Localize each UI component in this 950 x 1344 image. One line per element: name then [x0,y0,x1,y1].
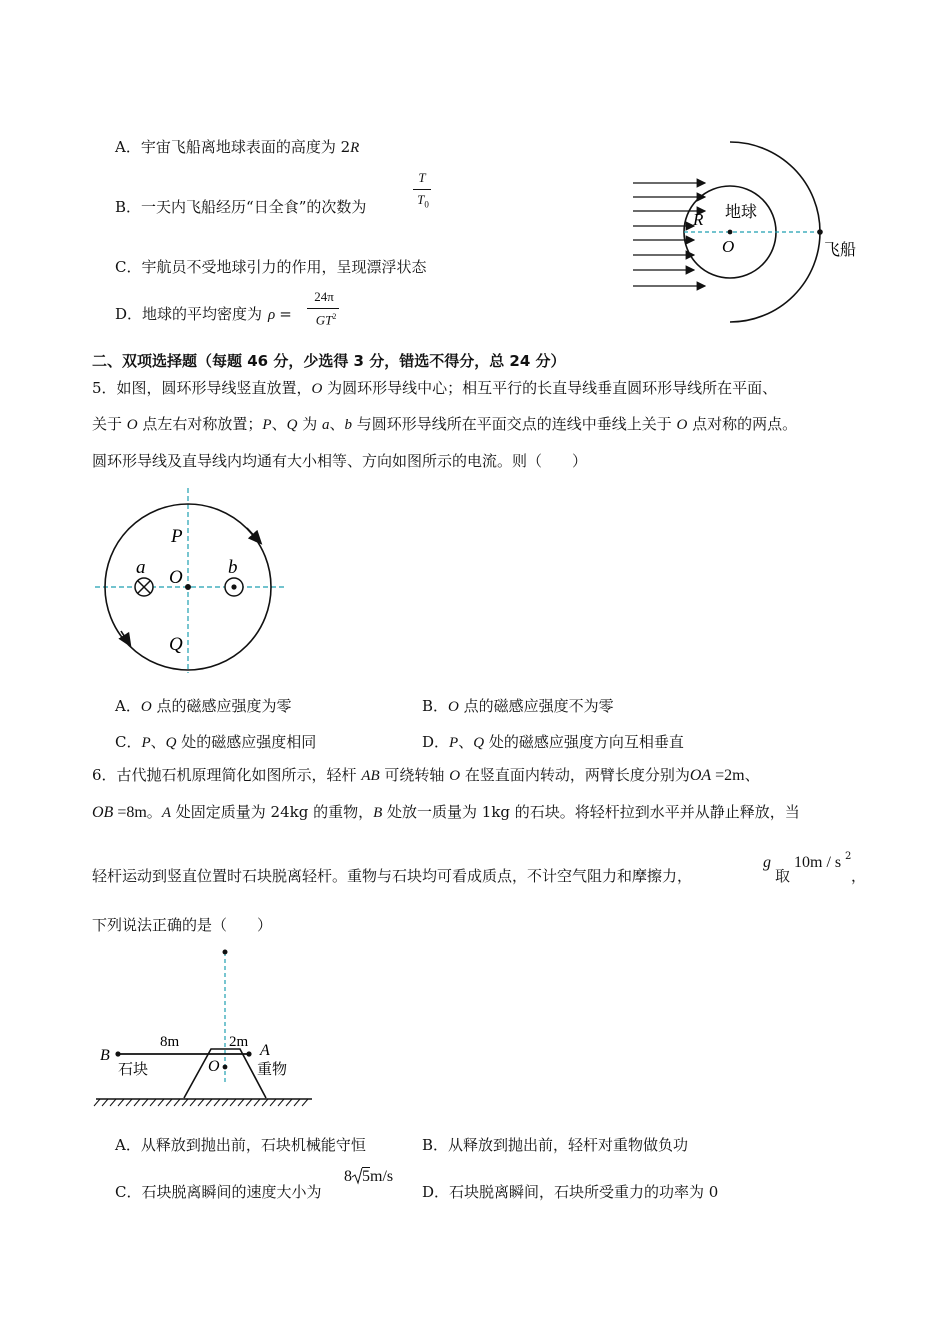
text: 、 [744,766,760,784]
label-spacecraft: 飞船 [824,240,857,259]
text: 、 [458,733,474,751]
option-text: 石块脱离瞬间，石块所受重力的功率为 0 [449,1183,719,1201]
option-text: 从释放到抛出前，石块机械能守恒 [140,1136,366,1154]
option-label: A． [115,697,141,715]
math-var: GT [315,312,333,328]
option-text: 点的磁感应强度为零 [151,697,292,715]
label-stone: 石块 [118,1060,149,1078]
text: 处放一质量为 1kg 的石块。将轻杆拉到水平并从静止释放，当 [382,803,800,821]
figure-earth-spacecraft [630,140,870,330]
q6-g-symbol: g [763,854,771,871]
q6-option-a [115,1135,366,1155]
text: 点对称的两点。 [687,415,798,433]
label-R: R [693,210,704,229]
q6-g-value: 10m / s [794,854,842,871]
q6c-speed [344,1167,393,1187]
text: 6．古代抛石机原理简化如图所示，轻杆 [92,766,362,784]
math-var: O [140,699,152,715]
math-var: Q [473,735,485,751]
option-text: 地球的平均密度为 [142,305,263,323]
q5-option-a [115,696,291,717]
q6-option-c [115,1182,322,1202]
top-dot [223,950,228,955]
sunlight-arrows [633,183,705,286]
q4-option-a [115,137,359,158]
current-arrow-top [247,528,258,540]
text: 在竖直面内转动，两臂长度分别为 [460,766,690,784]
option-label: A． [115,138,141,156]
math-var: O [448,699,459,715]
text: 、 [329,415,345,433]
text: 5．如图，圆环形导线竖直放置， [92,379,312,397]
label-b: b [228,557,238,578]
q6-line4: 下列说法正确的是（ ） [92,916,273,934]
math-value: =8m [113,804,147,821]
math-var: R [350,140,360,156]
q4b-frac-bar [413,189,431,190]
text: 点左右对称放置； [137,415,263,433]
math-var: ρ [268,307,276,323]
q6-line3 [92,866,692,886]
math-var: AB [361,768,380,784]
math-sub: 0 [424,199,429,210]
text: 轻杆运动到竖直位置时石块脱离轻杆。重物与石块均可看成质点，不计空气阻力和摩擦力， [92,867,693,885]
math-var: OB [92,804,114,821]
option-label: C． [115,258,142,276]
q4b-frac-den [412,192,434,210]
q6-option-d [422,1182,718,1202]
math-var: Q [165,735,177,751]
section-title: 二、双项选择题（每题 46 分，少选得 3 分，错选不得分，总 24 分） [92,352,566,370]
option-label: C． [115,733,142,751]
label-Q: Q [169,634,183,655]
text: 、 [271,415,287,433]
math-op: = [279,305,292,323]
q4d-frac-den [306,312,346,328]
math-var: b [344,417,352,433]
q6-g-sup: 2 [845,851,852,862]
q5-line3: 圆环形导线及直导线内均通有大小相等、方向如图所示的电流。则（ ） [92,452,588,470]
q6-option-b [422,1135,688,1155]
option-text: 处的磁感应强度相同 [176,733,317,751]
option-label: D． [422,1183,450,1201]
wire-b-out-of-page-icon [225,578,243,596]
q5-option-d [422,732,684,753]
option-text: 宇宙飞船离地球表面的高度为 2 [140,138,351,156]
option-label: D． [115,305,143,323]
q6-comma: ， [851,867,867,885]
math-var: a [321,417,330,433]
math-var: O [126,417,138,433]
q5-option-b [422,696,614,717]
center-dot [728,230,733,235]
figure-trebuchet [92,945,322,1110]
q5-line1 [92,378,777,399]
math-var: O [449,768,461,784]
q6-take: 取 [775,867,791,885]
math-sup: 2 [332,312,337,321]
math-value: =2m [711,767,745,784]
option-label: D． [422,733,450,751]
text: 关于 [92,415,127,433]
label-P: P [171,526,183,547]
math-var: O [676,417,688,433]
option-text: 处的磁感应强度方向互相垂直 [484,733,684,751]
text: 与圆环形导线所在平面交点的连线中垂线上关于 [352,415,677,433]
q4-option-b [115,197,366,217]
spacecraft-dot [817,229,823,235]
q5-line2 [92,414,797,435]
text: 处固定质量为 24kg 的重物， [170,803,374,821]
label-A: A [260,1042,270,1059]
option-text: 宇航员不受地球引力的作用，呈现漂浮状态 [141,258,427,276]
math-value: 8 [344,1168,352,1185]
q4d-frac-bar [307,308,339,309]
option-label: B． [115,198,142,216]
q4b-frac-num: T [418,170,426,185]
text: 、 [150,733,166,751]
math-var: Q [286,417,298,433]
math-var: P [262,417,272,433]
q6-line2 [92,802,800,823]
label-8m: 8m [160,1034,180,1050]
end-B-dot [115,1051,120,1056]
label-weight: 重物 [257,1060,288,1078]
option-label: B． [422,697,449,715]
option-text: 石块脱离瞬间的速度大小为 [141,1183,322,1201]
q4d-frac-num: 24π [314,289,334,304]
label-B: B [100,1047,110,1064]
label-earth: 地球 [725,202,758,221]
option-text: 点的磁感应强度不为零 [458,697,614,715]
text: 可绕转轴 [379,766,450,784]
q4-option-c [115,257,427,277]
option-text: 一天内飞船经历“日全食”的次数为 [141,198,367,216]
math-var: T [417,192,425,207]
option-text: 从释放到抛出前，轻杆对重物做负功 [448,1136,689,1154]
math-var: OA [689,767,712,784]
label-O: O [169,567,183,588]
center-O-dot [185,584,191,590]
pivot-O-dot [223,1065,228,1070]
text: 为 [297,415,322,433]
label-O: O [722,237,735,256]
option-label: C． [115,1183,142,1201]
text: 为圆环形导线中心；相互平行的长直导线垂直圆环形导线所在平面、 [322,379,778,397]
q6-line1 [92,765,760,786]
wire-a-into-page-icon [135,578,153,596]
math-value: 5 [362,1168,370,1185]
option-label: A． [115,1136,141,1154]
q5-option-c [115,732,316,753]
q4-option-d [115,304,292,325]
label-2m: 2m [229,1034,249,1050]
option-label: B． [422,1136,449,1154]
text: 。 [146,803,162,821]
math-var: B [373,805,383,821]
end-A-dot [246,1051,251,1056]
math-unit: m/s [370,1168,394,1185]
math-var: O [311,381,323,397]
figure-ring-wires [95,488,290,673]
math-var: A [161,805,171,821]
math-var: P [449,735,459,751]
ground-hatching [94,1099,308,1106]
label-a: a [136,557,146,578]
math-var: P [141,735,151,751]
label-O: O [208,1058,220,1075]
